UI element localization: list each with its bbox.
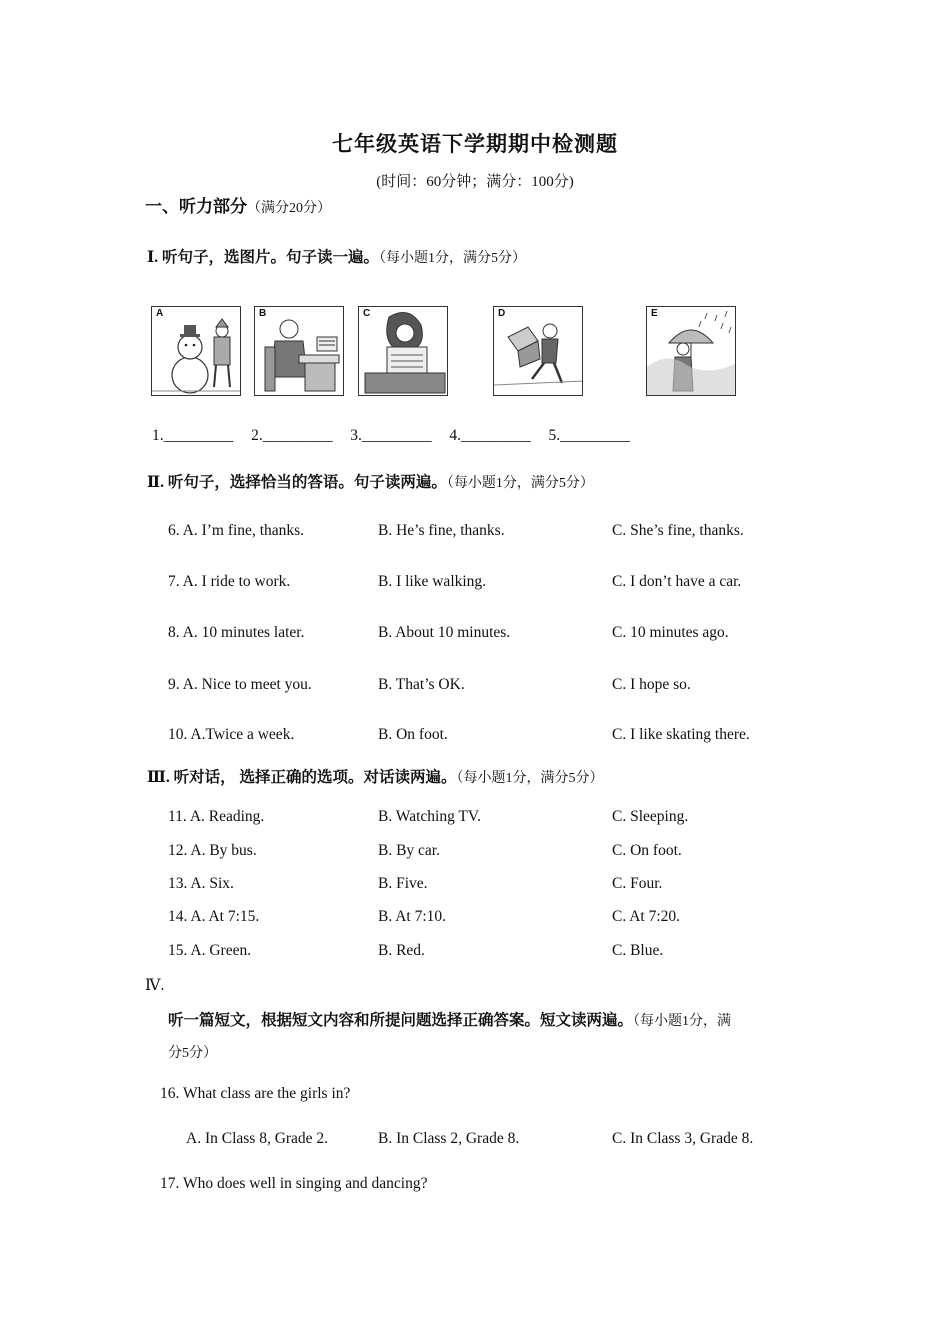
picture-c-woman-reading	[358, 306, 448, 396]
section4-numeral: Ⅳ.	[145, 977, 165, 994]
q14-option-a[interactable]: 14. A. At 7:15.	[168, 908, 260, 925]
blank-3[interactable]: 3._________	[350, 427, 432, 444]
q9-option-c[interactable]: C. I hope so.	[612, 676, 691, 693]
section1-note: （每小题1分，满分5分）	[379, 251, 527, 266]
q15-option-a[interactable]: 15. A. Green.	[168, 942, 252, 959]
blank-2[interactable]: 2._________	[251, 427, 333, 444]
q6-option-a[interactable]: 6. A. I’m fine, thanks.	[168, 522, 305, 539]
q12-option-c[interactable]: C. On foot.	[612, 842, 682, 859]
section4-heading	[168, 1008, 731, 1030]
umbrella-rain-icon	[647, 307, 736, 396]
page-title: 七年级英语下学期期中检测题	[332, 132, 618, 156]
q7-option-a[interactable]: 7. A. I ride to work.	[168, 573, 291, 590]
picture-c-label: C	[363, 308, 371, 319]
q6-option-c[interactable]: C. She’s fine, thanks.	[612, 522, 744, 539]
q15-option-c[interactable]: C. Blue.	[612, 942, 664, 959]
picture-b-man-at-desk	[254, 306, 344, 396]
picture-b-label: B	[259, 308, 267, 319]
q10-option-b[interactable]: B. On foot.	[378, 726, 448, 743]
section3-heading	[147, 765, 604, 787]
q9-option-b[interactable]: B. That’s OK.	[378, 676, 465, 693]
woman-newspaper-icon	[359, 307, 448, 396]
picture-e-label: E	[651, 308, 658, 319]
q7-option-b[interactable]: B. I like walking.	[378, 573, 487, 590]
part1-heading-text: 一、听力部分	[145, 197, 247, 216]
section1-blanks	[152, 427, 630, 445]
q14-option-c[interactable]: C. At 7:20.	[612, 908, 681, 925]
picture-d-boy-carrying-box	[493, 306, 583, 396]
section4-note-line2: 分5分）	[168, 1046, 217, 1061]
section4-note-line1: （每小题1分，满	[633, 1014, 732, 1029]
q16-stem: 16. What class are the girls in?	[160, 1085, 351, 1102]
man-working-icon	[255, 307, 344, 396]
q17-stem: 17. Who does well in singing and dancing?	[160, 1175, 428, 1192]
q13-option-c[interactable]: C. Four.	[612, 875, 663, 892]
q15-option-b[interactable]: B. Red.	[378, 942, 425, 959]
q12-option-a[interactable]: 12. A. By bus.	[168, 842, 257, 859]
section3-note: （每小题1分，满分5分）	[456, 771, 604, 786]
q13-option-b[interactable]: B. Five.	[378, 875, 428, 892]
q10-option-c[interactable]: C. I like skating there.	[612, 726, 750, 743]
part1-score: （满分20分）	[247, 201, 331, 216]
q11-option-a[interactable]: 11. A. Reading.	[168, 808, 265, 825]
section4-heading-text: 听一篇短文，根据短文内容和所提问题选择正确答案。短文读两遍。	[168, 1012, 634, 1029]
page-subtitle: (时间：60分钟；满分：100分)	[376, 174, 574, 190]
section1-heading-text: Ⅰ. 听句子，选图片。句子读一遍。	[147, 249, 380, 266]
blank-4[interactable]: 4._________	[449, 427, 531, 444]
part1-heading	[145, 192, 331, 217]
boy-box-icon	[494, 307, 583, 396]
q8-option-b[interactable]: B. About 10 minutes.	[378, 624, 511, 641]
section2-heading	[147, 470, 594, 492]
q13-option-a[interactable]: 13. A. Six.	[168, 875, 234, 892]
q12-option-b[interactable]: B. By car.	[378, 842, 440, 859]
blank-5[interactable]: 5._________	[548, 427, 630, 444]
q7-option-c[interactable]: C. I don’t have a car.	[612, 573, 742, 590]
q16-option-c[interactable]: C. In Class 3, Grade 8.	[612, 1130, 754, 1147]
q16-option-a[interactable]: A. In Class 8, Grade 2.	[186, 1130, 329, 1147]
picture-e-girl-in-rain	[646, 306, 736, 396]
section2-note: （每小题1分，满分5分）	[446, 476, 594, 491]
blank-1[interactable]: 1._________	[152, 427, 234, 444]
q11-option-c[interactable]: C. Sleeping.	[612, 808, 689, 825]
q6-option-b[interactable]: B. He’s fine, thanks.	[378, 522, 505, 539]
picture-a-label: A	[156, 308, 164, 319]
q14-option-b[interactable]: B. At 7:10.	[378, 908, 447, 925]
q9-option-a[interactable]: 9. A. Nice to meet you.	[168, 676, 312, 693]
q8-option-c[interactable]: C. 10 minutes ago.	[612, 624, 729, 641]
q8-option-a[interactable]: 8. A. 10 minutes later.	[168, 624, 305, 641]
section3-heading-text: Ⅲ. 听对话， 选择正确的选项。对话读两遍。	[147, 769, 457, 786]
picture-a-snowman	[151, 306, 241, 396]
q16-option-b[interactable]: B. In Class 2, Grade 8.	[378, 1130, 520, 1147]
picture-d-label: D	[498, 308, 506, 319]
snowman-icon	[152, 307, 241, 396]
section2-heading-text: Ⅱ. 听句子，选择恰当的答语。句子读两遍。	[147, 474, 447, 491]
section1-heading	[147, 245, 526, 267]
q10-option-a[interactable]: 10. A.Twice a week.	[168, 726, 295, 743]
q11-option-b[interactable]: B. Watching TV.	[378, 808, 481, 825]
